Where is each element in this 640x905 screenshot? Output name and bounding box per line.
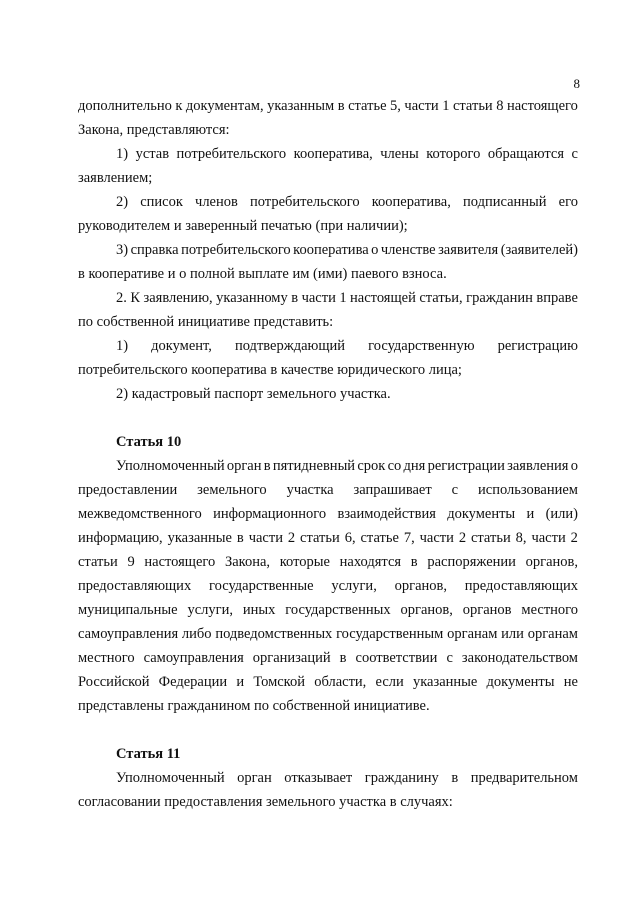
text-line: 2) кадастровый паспорт земельного участка. [116, 386, 391, 402]
article-heading: Статья 11 [116, 746, 181, 762]
text-line: 2) список членов потребительского кооператива, подписанный его [116, 194, 578, 210]
text-line: межведомственного информационного взаимодействия документы и (или) [78, 506, 578, 522]
text-line: заявлением; [78, 170, 153, 186]
text-line: Закона, представляются: [78, 122, 230, 138]
text-line: 1) документ, подтверждающий государственную регистрацию [116, 338, 578, 354]
text-line: предоставлении земельного участка запрашивает с использованием [78, 482, 578, 498]
text-line: Российской Федерации и Томской области, если указанные документы не [78, 674, 578, 690]
text-line: 1) устав потребительского кооператива, члены которого обращаются с [116, 146, 578, 162]
text-line: статьи 9 настоящего Закона, которые находятся в распоряжении органов, [78, 554, 578, 570]
text-line: самоуправления либо подведомственных государственным органам или органам [78, 626, 578, 642]
text-line: Уполномоченный орган отказывает гражданину в предварительном [116, 770, 578, 786]
text-line: согласовании предоставления земельного участка в случаях: [78, 794, 453, 810]
text-line: предоставляющих государственные услуги, органов, предоставляющих [78, 578, 578, 594]
text-line: в кооперативе и о полной выплате им (ими) паевого взноса. [78, 266, 447, 282]
text-line: потребительского кооператива в качестве юридического лица; [78, 362, 462, 378]
text-line: руководителем и заверенный печатью (при наличии); [78, 218, 408, 234]
text-line: дополнительно к документам, указанным в статье 5, части 1 статьи 8 настоящего [78, 98, 578, 114]
text-line: 3) справка потребительского кооператива о членстве заявителя (заявителей) [116, 242, 578, 258]
text-line: информацию, указанные в части 2 статьи 6, статье 7, части 2 статьи 8, части 2 [78, 530, 578, 546]
article-heading: Статья 10 [116, 434, 182, 450]
text-line: представлены гражданином по собственной инициативе. [78, 698, 430, 714]
text-line: по собственной инициативе представить: [78, 314, 334, 330]
text-line: местного самоуправления организаций в соответствии с законодательством [78, 650, 578, 666]
text-line: 2. К заявлению, указанному в части 1 настоящей статьи, гражданин вправе [116, 290, 578, 306]
page-number: 8 [573, 76, 580, 91]
text-line: муниципальные услуги, иных государственных органов, органов местного [78, 602, 578, 618]
text-line: Уполномоченный орган в пятидневный срок со дня регистрации заявления о [116, 458, 578, 474]
